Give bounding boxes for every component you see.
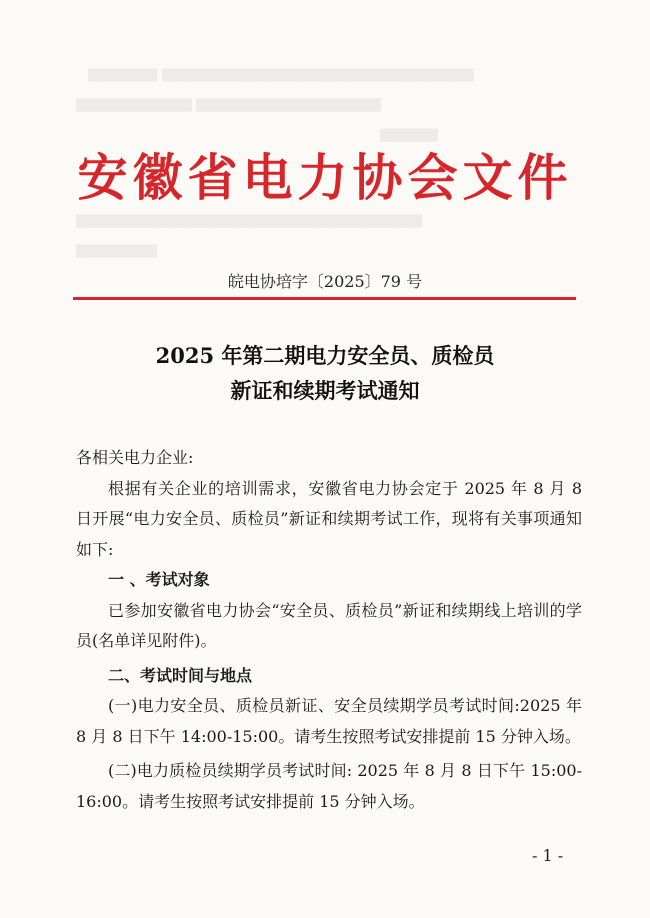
page-number: - 1 - [532,846,564,865]
section-2-item-2: (二)电力质检员续期学员考试时间: 2025 年 8 月 8 日下午 15:00-16:00。请考生按照考试安排提前 15 分钟入场。 [76,761,582,811]
section-1-paragraph: 已参加安徽省电力协会“安全员、质检员”新证和续期线上培训的学员(名单详见附件)。 [76,600,582,650]
section-2-heading: 二、考试时间与地点 [108,665,253,685]
section-2-item-1: (一)电力安全员、质检员新证、安全员续期学员考试时间:2025 年 8 月 8 日下午 14:00-15:00。请考生按照考试安排提前 15 分钟入场。 [76,696,582,746]
document-number: 皖电协培字〔2025〕79 号 [227,272,423,291]
intro-paragraph: 根据有关企业的培训需求，安徽省电力协会定于 2025 年 8 月 8 日开展“电力安全员、质检员”新证和续期考试工作，现将有关事项通知如下: [76,478,582,559]
notice-title-line-1: 2025 年第二期电力安全员、质检员 [155,343,495,368]
notice-title [0,338,650,408]
bleed-through-decoration: ▆▆▆▆▆▆▆ [76,240,157,258]
notice-body [76,443,582,817]
section-1-heading: 一 、考试对象 [108,570,210,589]
bleed-through-decoration: ▆▆▆▆▆▆▆▆▆▆▆▆▆▆▆▆▆▆▆▆▆▆▆▆▆▆▆▆▆▆ [76,210,423,228]
notice-title-line-2: 新证和续期考试通知 [230,378,420,403]
bleed-through-decoration: ▆▆▆▆▆▆▆▆▆▆ ▆▆▆▆▆▆▆▆▆▆▆▆▆▆▆▆ [76,94,381,112]
red-divider-line [73,297,576,300]
bleed-through-decoration: ▆▆▆▆▆▆ ▆▆▆▆▆▆▆▆▆▆▆▆▆▆▆▆▆▆▆▆▆▆▆▆▆▆▆ [88,64,474,82]
bleed-through-decoration: ▆▆▆▆▆ [380,124,438,142]
salutation: 各相关电力企业: [76,448,194,467]
issuer-header-title: 安徽省电力协会文件 [77,148,573,207]
